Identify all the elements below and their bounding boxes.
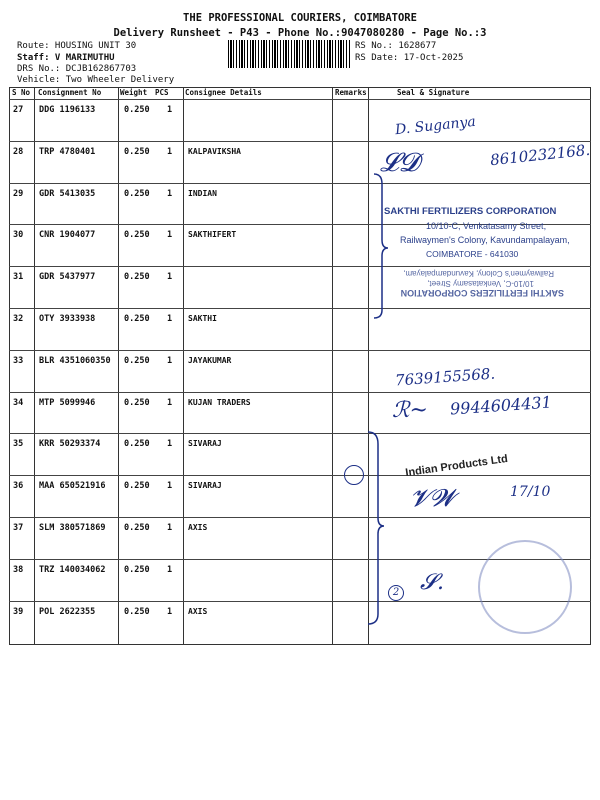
col-seal-signature: Seal & Signature xyxy=(397,88,470,97)
row-pcs: 1 xyxy=(167,439,173,450)
row-consignment-no: GDR 5437977 xyxy=(39,272,96,283)
row-sno: 27 xyxy=(13,105,24,115)
sakthi-stamp-title: SAKTHI FERTILIZERS CORPORATION xyxy=(384,206,557,217)
col-divider xyxy=(183,87,184,645)
row-sno: 30 xyxy=(13,230,24,241)
row-weight: 0.250 xyxy=(124,146,150,157)
row-weight: 0.250 xyxy=(124,272,150,283)
runsheet-subtitle: Delivery Runsheet - P43 - Phone No.:9047080280 - Page No.:3 xyxy=(113,27,487,39)
row-consignee: JAYAKUMAR xyxy=(188,355,232,365)
row-consignment-no: TRP 4780401 xyxy=(39,146,96,157)
phone-33: 7639155568. xyxy=(394,364,496,390)
row-pcs: 1 xyxy=(167,355,173,366)
row-consignee: SAKTHIFERT xyxy=(188,230,237,240)
row-consignment-no: SLM 380571869 xyxy=(39,523,106,533)
col-remarks: Remarks xyxy=(335,88,367,97)
row-pcs: 1 xyxy=(167,606,173,617)
row-sno: 34 xyxy=(13,397,24,408)
row-pcs: 1 xyxy=(167,272,173,283)
row-weight: 0.250 xyxy=(124,397,150,408)
row-sno: 38 xyxy=(13,564,24,575)
remark-mark: 2 xyxy=(388,585,404,601)
row-consignee: KALPAVIKSHA xyxy=(188,146,241,156)
col-divider xyxy=(118,87,119,645)
row-sno: 35 xyxy=(13,439,24,450)
bracket-1 xyxy=(360,170,390,320)
row-consignment-no: KRR 50293374 xyxy=(39,439,101,450)
row-sno: 33 xyxy=(13,355,24,366)
inverted-title: SAKTHI FERTILIZERS CORPORATION xyxy=(400,288,564,298)
row-sno: 37 xyxy=(13,523,24,533)
row-sno: 32 xyxy=(13,314,24,324)
row-weight: 0.250 xyxy=(124,188,150,199)
table-header xyxy=(9,87,591,99)
row-divider xyxy=(9,517,591,518)
col-consignment: Consignment No xyxy=(38,88,102,97)
row-consignment-no: MTP 5099946 xyxy=(39,397,96,408)
row-weight: 0.250 xyxy=(124,230,150,241)
barcode xyxy=(228,40,350,68)
company-title: THE PROFESSIONAL COURIERS, COIMBATORE xyxy=(183,12,417,24)
row-divider xyxy=(9,350,591,351)
staff-label: Staff: V MARIMUTHU xyxy=(17,53,115,63)
phone-28: 8610232168. xyxy=(489,140,591,170)
bracket-2 xyxy=(362,428,392,628)
rs-number: RS No.: 1628677 xyxy=(355,41,437,51)
row-divider xyxy=(9,475,591,476)
row-consignee: KUJAN TRADERS xyxy=(188,397,251,407)
col-divider xyxy=(332,87,333,645)
row-consignee: AXIS xyxy=(188,523,208,532)
row-weight: 0.250 xyxy=(124,314,150,324)
row-pcs: 1 xyxy=(167,481,173,492)
phone-34: 9944604431 xyxy=(449,392,553,419)
row-consignment-no: MAA 650521916 xyxy=(39,481,106,492)
row-consignee: SIVARAJ xyxy=(188,439,222,449)
col-divider xyxy=(34,87,35,645)
row-consignment-no: TRZ 140034062 xyxy=(39,564,106,575)
signature-27: D. Suganya xyxy=(394,113,477,139)
row-divider xyxy=(9,141,591,142)
row-consignment-no: CNR 1904077 xyxy=(39,230,96,241)
row-pcs: 1 xyxy=(167,188,173,199)
row-weight: 0.250 xyxy=(124,105,150,115)
row-weight: 0.250 xyxy=(124,606,150,617)
inverted-line: Railwaymen's Colony, Kavundampalayam, xyxy=(403,269,554,278)
row-divider xyxy=(9,433,591,434)
drs-label: DRS No.: DCJB162867703 xyxy=(17,64,137,74)
date-36: 17/10 xyxy=(510,484,551,500)
row-divider xyxy=(9,183,591,184)
indian-products-stamp: Indian Products Ltd xyxy=(404,452,509,480)
row-consignee: SIVARAJ xyxy=(188,481,222,491)
col-consignee: Consignee Details xyxy=(185,88,262,97)
sakthi-stamp-address-1: 10/10-C, Venkatasamy Street, xyxy=(426,221,547,231)
row-weight: 0.250 xyxy=(124,564,150,575)
sakthi-stamp-inverted xyxy=(384,256,564,298)
row-pcs: 1 xyxy=(167,105,173,115)
header-divider xyxy=(9,99,591,100)
row-divider xyxy=(9,392,591,393)
sakthi-stamp-address-3: COIMBATORE - 641030 xyxy=(426,249,519,259)
route-label: Route: HOUSING UNIT 30 xyxy=(17,41,137,51)
row-sno: 36 xyxy=(13,481,24,492)
row-pcs: 1 xyxy=(167,523,173,533)
sakthi-stamp-address-2: Railwaymen's Colony, Kavundampalayam, xyxy=(400,235,570,245)
col-pcs: PCS xyxy=(155,88,169,97)
row-pcs: 1 xyxy=(167,230,173,241)
vehicle-label: Vehicle: Two Wheeler Delivery xyxy=(17,75,175,85)
row-consignee: AXIS xyxy=(188,606,208,616)
col-sno: S No xyxy=(12,88,31,97)
row-sno: 28 xyxy=(13,146,24,157)
row-pcs: 1 xyxy=(167,564,173,575)
row-consignment-no: BLR 4351060350 xyxy=(39,355,111,366)
row-sno: 31 xyxy=(13,272,24,283)
round-seal xyxy=(478,540,572,634)
inverted-line: 10/10-C, Venkatasamy Street, xyxy=(427,279,534,288)
row-consignee: INDIAN xyxy=(188,188,217,198)
signature-38: 𝓢. xyxy=(420,570,445,595)
row-pcs: 1 xyxy=(167,314,173,324)
row-weight: 0.250 xyxy=(124,481,150,492)
signature-28: 𝓛𝓓 xyxy=(380,148,419,178)
signature-34: ℛ~ xyxy=(392,398,428,423)
row-sno: 29 xyxy=(13,188,24,199)
row-pcs: 1 xyxy=(167,146,173,157)
row-consignee: SAKTHI xyxy=(188,314,217,323)
row-divider xyxy=(9,308,591,309)
row-consignment-no: OTY 3933938 xyxy=(39,314,96,324)
row-sno: 39 xyxy=(13,606,24,617)
rs-date: RS Date: 17-Oct-2025 xyxy=(355,53,464,63)
row-consignment-no: GDR 5413035 xyxy=(39,188,96,199)
row-consignment-no: POL 2622355 xyxy=(39,606,96,617)
signature-36: 𝓥𝓦 xyxy=(410,484,456,512)
row-weight: 0.250 xyxy=(124,439,150,450)
row-weight: 0.250 xyxy=(124,355,150,366)
row-consignment-no: DDG 1196133 xyxy=(39,105,96,115)
row-weight: 0.250 xyxy=(124,523,150,533)
row-pcs: 1 xyxy=(167,397,173,408)
col-weight: Weight xyxy=(120,88,148,97)
